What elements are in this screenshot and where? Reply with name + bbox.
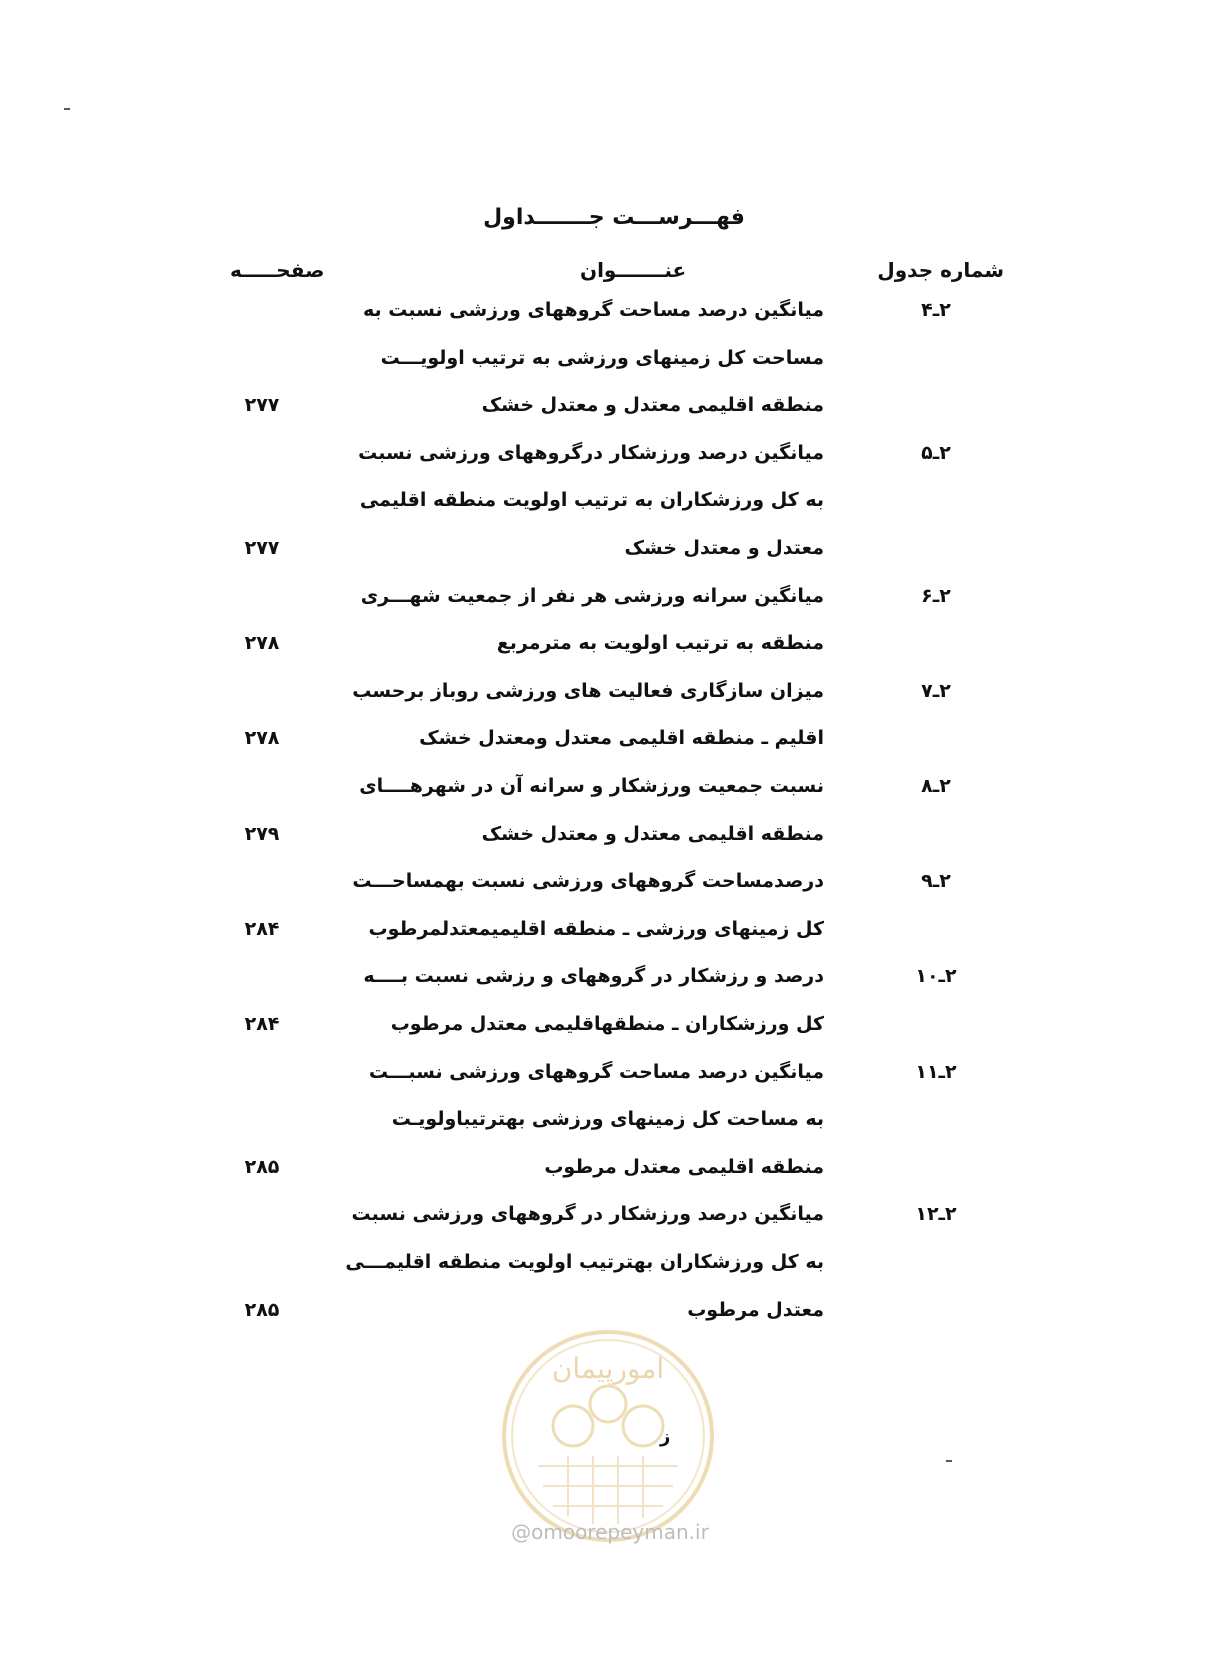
page-title: فهـــرســـت جـــــــداول <box>483 205 745 230</box>
table-number: ۲ـ۸ <box>921 775 951 797</box>
table-number: ۲ـ۶ <box>921 584 951 607</box>
page-number: ۲۷۷ <box>244 394 280 417</box>
table-title-line: به کل ورزشکاران به ترتیب اولویت منطقه اقلیمی <box>359 489 824 512</box>
scan-dot <box>64 108 70 110</box>
table-title-line: منطقه اقلیمی معتدل و معتدل خشک <box>481 394 824 417</box>
table-title-line: درصد و رزشکار در گروههای و رزشی نسبت بــــه <box>363 965 824 988</box>
table-title-line: منطقه به ترتیب اولویت به مترمربع <box>496 632 824 655</box>
table-title-line: میانگین درصد ورزشکار درگروههای ورزشی نسبت <box>358 441 824 464</box>
table-title-line: درصدمساحت گروههای ورزشی نسبت بهمساحـــت <box>352 870 824 893</box>
table-number: ۲ـ۹ <box>921 870 951 893</box>
page-number: ۲۷۷ <box>244 537 280 559</box>
table-title-line: منطقه اقلیمی معتدل و معتدل خشک <box>481 822 824 845</box>
table-number: ۲ـ۵ <box>921 441 951 464</box>
watermark-logo-text: امورپیمان <box>551 1352 665 1385</box>
column-header-number: شماره جدول <box>877 258 1004 282</box>
page-number: ۲۷۸ <box>244 632 280 655</box>
column-header-title: عنـــــــوان <box>580 258 687 282</box>
table-title-line: معتدل و معتدل خشک <box>624 537 824 559</box>
page-number: ۲۷۸ <box>244 727 280 750</box>
page-number: ۲۸۴ <box>244 917 280 940</box>
table-title-line: میانگین سرانه ورزشی هر نفر از جمعیت شهـــری <box>360 584 824 607</box>
table-title-line: نسبت جمعیت ورزشکار و سرانه آن در شهرهــــای <box>359 775 824 797</box>
table-title-line: اقلیم ـ منطقه اقلیمی معتدل ومعتدل خشک <box>419 727 824 750</box>
page-number: ۲۸۵ <box>244 1298 280 1321</box>
table-title-line: میانگین درصد مساحت گروههای ورزشی نسبت به <box>363 299 824 321</box>
table-title-line: میانگین درصد مساحت گروههای ورزشی نسبـــت <box>368 1060 824 1083</box>
table-number: ۲ـ۱۰ <box>915 965 957 988</box>
table-title-line: معتدل مرطوب <box>687 1298 824 1321</box>
table-number: ۲ـ۷ <box>921 679 951 702</box>
table-number: ۲ـ۱۱ <box>915 1060 957 1083</box>
watermark-caption: @omoorepeyman.ir <box>511 1520 709 1544</box>
scan-dot <box>946 1460 952 1462</box>
table-title-line: میزان سازگاری فعالیت های ورزشی روباز برحسب <box>352 679 824 702</box>
table-title-line: کل زمینهای ورزشی ـ منطقه اقلیمیمعتدلمرطوب <box>368 917 824 940</box>
page-letter: ز <box>660 1426 671 1447</box>
page-number: ۲۸۵ <box>244 1155 280 1178</box>
table-number: ۲ـ۱۲ <box>915 1203 957 1226</box>
table-title-line: میانگین درصد ورزشکار در گروههای ورزشی نسبت <box>351 1203 824 1226</box>
table-title-line: به کل ورزشکاران بهترتیب اولویت منطقه اقلیمـــی <box>345 1251 824 1273</box>
watermark-logo <box>498 1326 718 1546</box>
column-header-page: صفحـــــه <box>230 258 325 282</box>
page-number: ۲۷۹ <box>244 822 280 845</box>
table-title-line: کل ورزشکاران ـ منطقهاقلیمی معتدل مرطوب <box>390 1013 824 1035</box>
table-number: ۲ـ۴ <box>921 299 951 321</box>
table-title-line: منطقه اقلیمی معتدل مرطوب <box>544 1155 824 1178</box>
table-title-line: به مساحت کل زمینهای ورزشی بهترتیباولویـت <box>391 1108 824 1131</box>
table-title-line: مساحت کل زمینهای ورزشی به ترتیب اولویـــت <box>380 346 824 369</box>
page-number: ۲۸۴ <box>244 1013 280 1035</box>
